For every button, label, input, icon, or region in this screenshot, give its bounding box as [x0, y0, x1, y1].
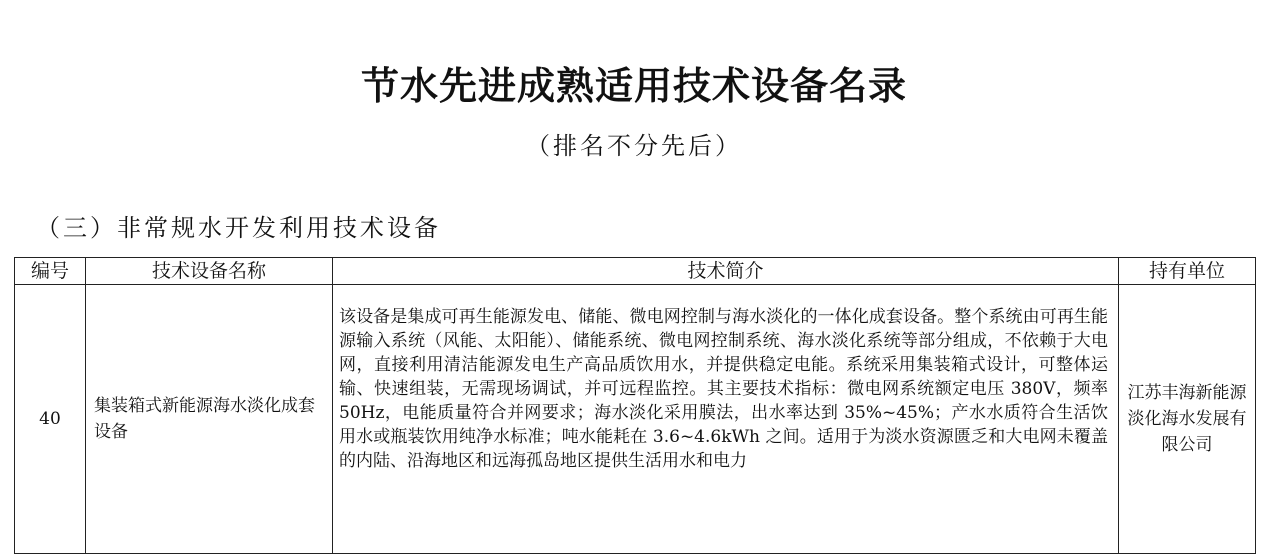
row-name: 集装箱式新能源海水淡化成套设备 — [86, 285, 333, 554]
document-title: 节水先进成熟适用技术设备名录 — [360, 63, 907, 108]
header-description: 技术简介 — [333, 258, 1119, 285]
table-header-row — [15, 258, 1256, 285]
row-number: 40 — [15, 285, 86, 554]
row-description: 该设备是集成可再生能源发电、储能、微电网控制与海水淡化的一体化成套设备。整个系统由可再生能源输入系统（风能、太阳能）、储能系统、微电网控制系统、海水淡化系统等部分组成，不依赖于大电网，直接利用清洁能源发电生产高品质饮用水，并提供稳定电能。系统采用集装箱式设计，可整体运输、快速组装，无需现场调试，并可远程监控。其主要技术指标：微电网系统额定电压 380V，频率 50Hz，电能质量符合并网要求；海水淡化采用膜法，出水率达到 35%~45%；产水水质符合生活饮用水或瓶装饮用纯净水标准；吨水能耗在 3.6~4.6kWh 之间。适用于为淡水资源匮乏和大电网未覆盖的内陆、沿海地区和远海孤岛地区提供生活用水和电力 — [333, 285, 1119, 554]
header-name: 技术设备名称 — [86, 258, 333, 285]
header-owner: 持有单位 — [1119, 258, 1256, 285]
table-row — [15, 285, 1256, 554]
section-heading: （三）非常规水开发利用技术设备 — [36, 214, 441, 242]
equipment-table — [14, 257, 1256, 554]
row-owner: 江苏丰海新能源淡化海水发展有限公司 — [1119, 285, 1256, 554]
header-number: 编号 — [15, 258, 86, 285]
document-subtitle: （排名不分先后） — [526, 132, 742, 160]
